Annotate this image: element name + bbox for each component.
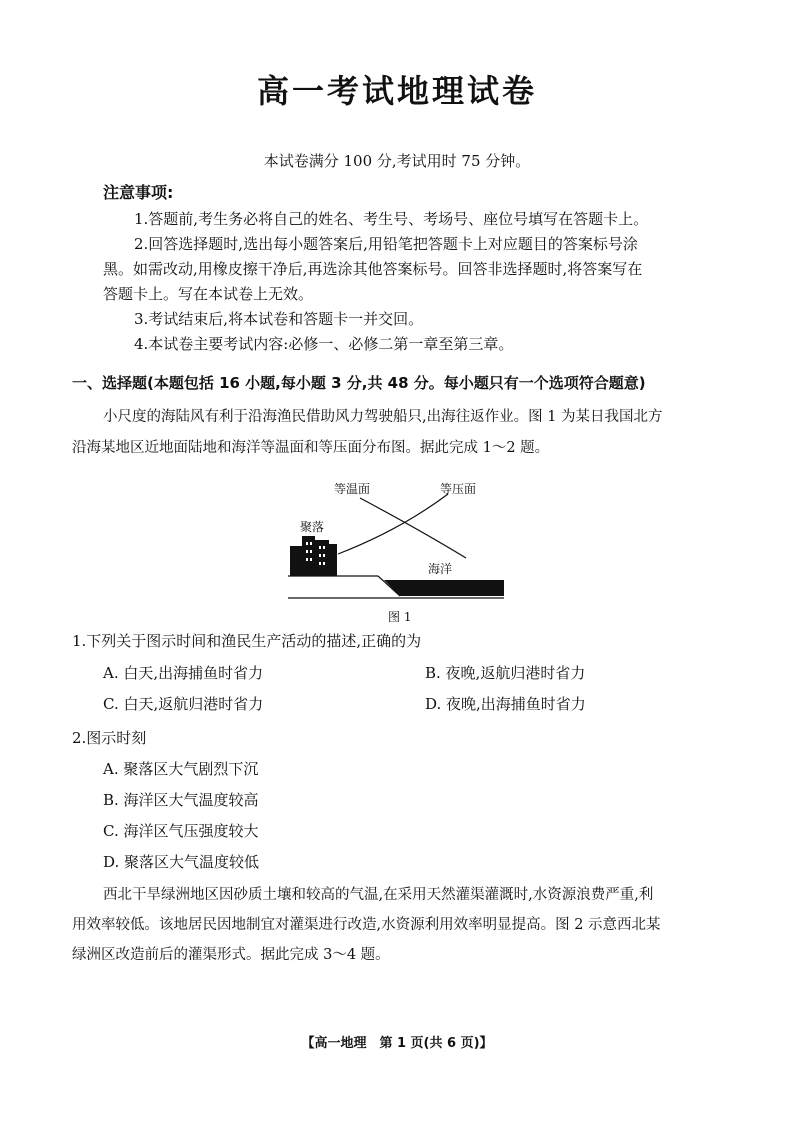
q1-option-c: C. 白天,返航归港时省力: [103, 695, 264, 713]
isotherm-label: 等温面: [334, 482, 371, 496]
q2-option-c: C. 海洋区气压强度较大: [103, 822, 259, 840]
q2-option-b: B. 海洋区大气温度较高: [103, 791, 259, 809]
isobar-curve: [338, 494, 448, 554]
passage-line: 小尺度的海陆风有利于沿海渔民借助风力驾驶船只,出海往返作业。图 1 为某日我国北方: [103, 409, 663, 425]
ocean-body: [384, 580, 504, 596]
q1-option-a: A. 白天,出海捕鱼时省力: [103, 664, 264, 682]
notice-line: 4.本试卷主要考试内容:必修一、必修二第一章至第三章。: [134, 335, 514, 353]
q2-option-d: D. 聚落区大气温度较低: [103, 853, 260, 871]
q2-option-a: A. 聚落区大气剧烈下沉: [103, 760, 259, 778]
section-heading: 一、选择题(本题包括 16 小题,每小题 3 分,共 48 分。每小题只有一个选项符合题意): [72, 374, 646, 392]
question-1-stem: 1.下列关于图示时间和渔民生产活动的描述,正确的为: [72, 632, 422, 650]
notice-line: 3.考试结束后,将本试卷和答题卡一并交回。: [134, 310, 424, 328]
figure-caption: 图 1: [388, 610, 412, 624]
settlement-buildings-icon: [290, 536, 337, 576]
passage-line: 西北干旱绿洲地区因砂质土壤和较高的气温,在采用天然灌渠灌溉时,水资源浪费严重,利: [103, 887, 654, 903]
settlement-label: 聚落: [300, 520, 325, 534]
notice-heading: 注意事项:: [103, 183, 174, 202]
notice-line: 黑。如需改动,用橡皮擦干净后,再选涂其他答案标号。回答非选择题时,将答案写在: [103, 260, 643, 278]
passage-line: 用效率较低。该地居民因地制宜对灌渠进行改造,水资源利用效率明显提高。图 2 示意西北某: [72, 917, 661, 933]
isobar-label: 等压面: [440, 482, 477, 496]
page-footer: 【高一地理 第 1 页(共 6 页)】: [301, 1036, 493, 1051]
q1-option-d: D. 夜晚,出海捕鱼时省力: [425, 695, 586, 713]
notice-line: 答题卡上。写在本试卷上无效。: [103, 285, 314, 303]
passage-line: 绿洲区改造前后的灌渠形式。据此完成 3～4 题。: [72, 947, 390, 963]
page-title: 高一考试地理试卷: [256, 72, 537, 110]
ocean-label: 海洋: [428, 562, 453, 576]
exam-info: 本试卷满分 100 分,考试用时 75 分钟。: [263, 152, 531, 170]
notice-line: 2.回答选择题时,选出每小题答案后,用铅笔把答题卡上对应题目的答案标号涂: [134, 235, 638, 253]
question-2-stem: 2.图示时刻: [72, 729, 147, 747]
notice-line: 1.答题前,考生务必将自己的姓名、考生号、考场号、座位号填写在答题卡上。: [134, 210, 649, 228]
isotherm-curve: [360, 498, 466, 558]
figure-1-diagram: [280, 470, 520, 630]
q1-option-b: B. 夜晚,返航归港时省力: [425, 664, 586, 682]
passage-line: 沿海某地区近地面陆地和海洋等温面和等压面分布图。据此完成 1～2 题。: [72, 440, 550, 456]
